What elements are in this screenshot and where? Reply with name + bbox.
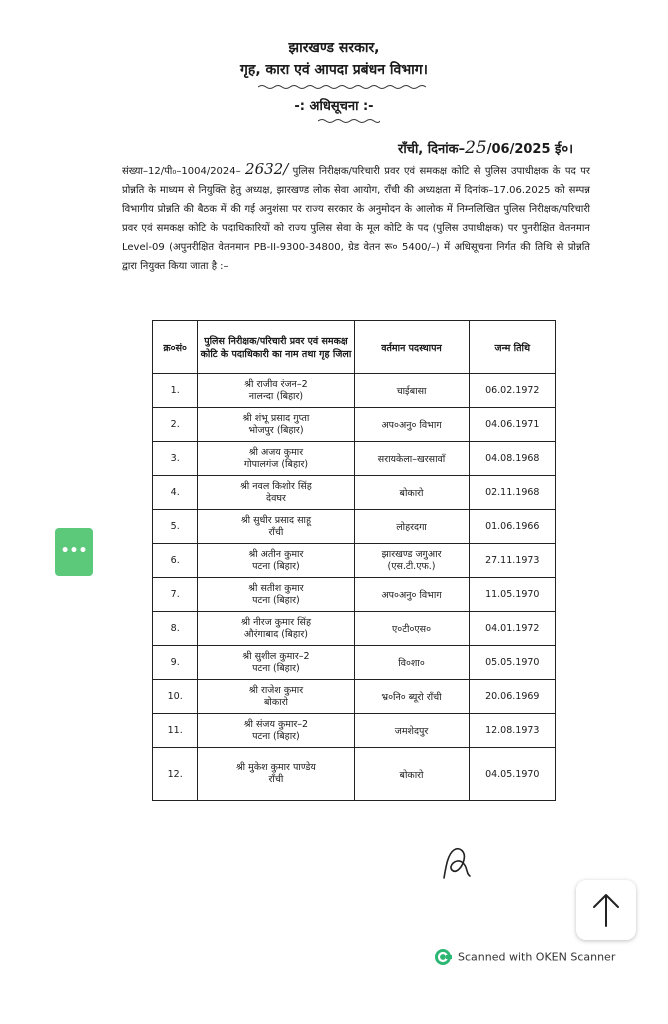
name-cell xyxy=(198,442,354,476)
table-row xyxy=(153,748,556,801)
officer-name: श्री मुकेश कुमार पाण्डेय xyxy=(235,762,316,773)
name-cell xyxy=(198,646,354,680)
table-row xyxy=(153,646,556,680)
arrow-up-icon xyxy=(591,892,621,928)
officer-name: श्री राजेश कुमार xyxy=(248,684,304,696)
scanner-logo-icon xyxy=(434,948,452,966)
serial-cell: 9. xyxy=(153,646,198,680)
place-date-suffix: /06/2025 ई०। xyxy=(486,142,574,157)
home-district: देवघर xyxy=(266,492,286,504)
officer-name: श्री शंभू प्रसाद गुप्ता xyxy=(242,412,310,424)
place-date-day: 25 xyxy=(465,138,487,158)
home-district: राँची xyxy=(268,774,284,785)
dob-cell: 04.06.1971 xyxy=(469,408,555,442)
posting-cell: सरायकेला–खरसावाँ xyxy=(354,442,469,476)
home-district: पटना (बिहार) xyxy=(252,662,300,674)
header-name: पुलिस निरीक्षक/परिचारी प्रवर एवं समकक्ष कोटि के पदाधिकारी का नाम तथा गृह जिला xyxy=(198,321,354,374)
dob-cell: 20.06.1969 xyxy=(469,680,555,714)
posting-cell xyxy=(354,544,469,578)
posting-cell: वि०शा० xyxy=(354,646,469,680)
home-district: औरंगाबाद (बिहार) xyxy=(243,628,308,640)
serial-cell: 12. xyxy=(153,748,198,801)
header-posting: वर्तमान पदस्थापन xyxy=(354,321,469,374)
table-row xyxy=(153,578,556,612)
scanner-text: Scanned with OKEN Scanner xyxy=(458,950,616,964)
dob-cell: 11.05.1970 xyxy=(469,578,555,612)
name-cell xyxy=(198,748,354,801)
posting-line-2: (एस.टी.एफ.) xyxy=(387,560,436,572)
home-district: बोकारो xyxy=(263,696,288,708)
posting-cell: बोकारो xyxy=(354,748,469,801)
posting-line-1: झारखण्ड जगुआर xyxy=(381,548,442,560)
handwritten-initial xyxy=(440,844,474,880)
posting-cell: ए०टी०एस० xyxy=(354,612,469,646)
table-row xyxy=(153,408,556,442)
dob-cell: 27.11.1973 xyxy=(469,544,555,578)
posting-cell: लोहरदगा xyxy=(354,510,469,544)
notification-body xyxy=(122,160,590,276)
place-date xyxy=(398,138,573,158)
place-date-prefix: राँची, दिनांक– xyxy=(398,142,466,157)
posting-cell: भ्र०नि० ब्यूरो राँची xyxy=(354,680,469,714)
name-cell xyxy=(198,544,354,578)
header-serial: क्र०सं० xyxy=(153,321,198,374)
officer-name: श्री संजय कुमार–2 xyxy=(243,718,309,730)
posting-cell: बोकारो xyxy=(354,476,469,510)
officer-name: श्री अतीन कुमार xyxy=(248,548,304,560)
name-cell xyxy=(198,510,354,544)
officer-name: श्री सतीश कुमार xyxy=(248,582,304,594)
table-row xyxy=(153,680,556,714)
serial-cell: 8. xyxy=(153,612,198,646)
government-title: झारखण्ड सरकार, xyxy=(288,40,380,56)
home-district: पटना (बिहार) xyxy=(252,730,300,742)
officer-name: श्री राजीव रंजन–2 xyxy=(244,378,308,390)
table-row xyxy=(153,442,556,476)
dob-cell: 05.05.1970 xyxy=(469,646,555,680)
table-row xyxy=(153,612,556,646)
home-district: पटना (बिहार) xyxy=(252,560,300,572)
promotion-table xyxy=(152,320,556,801)
table-row xyxy=(153,544,556,578)
header-dob: जन्म तिथि xyxy=(469,321,555,374)
home-district: भोजपुर (बिहार) xyxy=(248,424,304,436)
posting-cell: अप०अनु० विभाग xyxy=(354,408,469,442)
home-district: राँची xyxy=(268,526,284,538)
name-cell xyxy=(198,578,354,612)
home-district: पटना (बिहार) xyxy=(252,594,300,606)
serial-cell: 5. xyxy=(153,510,198,544)
officer-name: श्री सुधीर प्रसाद साहू xyxy=(240,514,311,526)
scroll-top-button[interactable] xyxy=(576,880,636,940)
scanner-watermark xyxy=(434,948,615,966)
name-cell xyxy=(198,714,354,748)
notification-underline xyxy=(318,118,380,124)
dob-cell: 04.05.1970 xyxy=(469,748,555,801)
posting-cell: जमशेदपुर xyxy=(354,714,469,748)
body-paragraph: पुलिस निरीक्षक/परिचारी प्रवर एवं समकक्ष कोटि से पुलिस उपाधीक्षक के पद पर प्रोन्नति के माध्यम से नियुक्ति हेतु अध्यक्ष, झारखण्ड लोक सेवा आयोग, राँची की अध्यक्षता में दिनांक–17.06.2025 को सम्पन्न विभागीय प्रोन्नति की बैठक में की गई अनुशंसा पर राज्य सरकार के अनुमोदन के आलोक में निम्नलिखित पुलिस निरीक्षक/परिचारी प्रवर एवं समकक्ष कोटि के पदाधिकारियों को राज्य पुलिस सेवा के मूल कोटि के पद (पुलिस उपाधीक्षक) पर पुनरीक्षित वेतनमान Level-09 (अपुनरीक्षित वेतनमान PB-II-9300-34800, ग्रेड वेतन रू० 5400/–) में अधिसूचना निर्गत की तिथि से प्रोन्नति द्वारा नियुक्त किया जाता है :– xyxy=(122,166,590,272)
posting-cell: अप०अनु० विभाग xyxy=(354,578,469,612)
serial-cell: 1. xyxy=(153,374,198,408)
table-row xyxy=(153,374,556,408)
department-title: गृह, कारा एवं आपदा प्रबंधन विभाग। xyxy=(240,62,428,78)
dob-cell: 01.06.1966 xyxy=(469,510,555,544)
home-district: नालन्दा (बिहार) xyxy=(248,390,304,402)
serial-cell: 11. xyxy=(153,714,198,748)
name-cell xyxy=(198,476,354,510)
serial-cell: 10. xyxy=(153,680,198,714)
serial-cell: 7. xyxy=(153,578,198,612)
notification-heading: -: अधिसूचना :- xyxy=(294,99,374,114)
title-underline xyxy=(258,84,428,90)
officer-name: श्री नवल किशोर सिंह xyxy=(240,480,312,492)
name-cell xyxy=(198,408,354,442)
name-cell xyxy=(198,680,354,714)
officer-name: श्री अजय कुमार xyxy=(248,446,304,458)
table-row xyxy=(153,714,556,748)
table-row xyxy=(153,476,556,510)
dob-cell: 02.11.1968 xyxy=(469,476,555,510)
posting-cell: चाईबासा xyxy=(354,374,469,408)
home-district: गोपालगंज (बिहार) xyxy=(243,458,309,470)
dob-cell: 04.01.1972 xyxy=(469,612,555,646)
reference-number: 2632/ xyxy=(245,160,289,178)
table-row xyxy=(153,510,556,544)
serial-cell: 3. xyxy=(153,442,198,476)
serial-cell: 2. xyxy=(153,408,198,442)
name-cell xyxy=(198,374,354,408)
officer-name: श्री सुशील कुमार–2 xyxy=(242,650,310,662)
table-header-row xyxy=(153,321,556,374)
more-options-button[interactable]: ••• xyxy=(55,528,93,576)
reference-prefix: संख्या–12/पी₀–1004/2024– xyxy=(122,166,241,177)
serial-cell: 6. xyxy=(153,544,198,578)
dob-cell: 12.08.1973 xyxy=(469,714,555,748)
dob-cell: 04.08.1968 xyxy=(469,442,555,476)
serial-cell: 4. xyxy=(153,476,198,510)
officer-name: श्री नीरज कुमार सिंह xyxy=(240,616,312,628)
dob-cell: 06.02.1972 xyxy=(469,374,555,408)
name-cell xyxy=(198,612,354,646)
